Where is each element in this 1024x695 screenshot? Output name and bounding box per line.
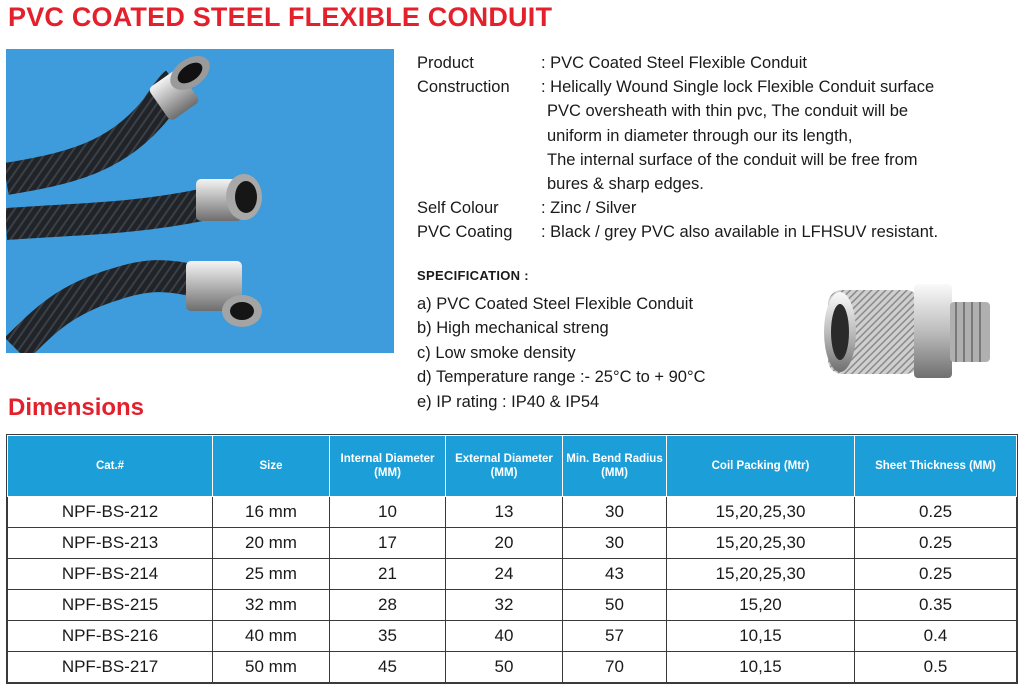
- table-cell: NPF-BS-214: [8, 559, 213, 590]
- table-cell: 20 mm: [213, 528, 330, 559]
- table-cell: 50 mm: [213, 652, 330, 683]
- table-cell: 21: [330, 559, 446, 590]
- table-cell: 57: [563, 621, 667, 652]
- conduit-illustration: [6, 49, 394, 353]
- table-cell: 24: [446, 559, 563, 590]
- column-header: Size: [213, 436, 330, 497]
- table-cell: 50: [563, 590, 667, 621]
- table-cell: 10,15: [667, 621, 855, 652]
- table-cell: 0.25: [855, 528, 1017, 559]
- table-cell: 15,20,25,30: [667, 559, 855, 590]
- product-row: [417, 51, 1017, 75]
- dimensions-table: [7, 435, 1017, 683]
- table-cell: 50: [446, 652, 563, 683]
- table-cell: 70: [563, 652, 667, 683]
- column-header: Internal Diameter (MM): [330, 436, 446, 497]
- table-row: [8, 528, 1017, 559]
- fitting-photo: [818, 272, 998, 390]
- spec-item: b) High mechanical streng: [417, 319, 609, 338]
- table-cell: 16 mm: [213, 497, 330, 528]
- table-cell: NPF-BS-213: [8, 528, 213, 559]
- table-cell: NPF-BS-217: [8, 652, 213, 683]
- table-cell: 32: [446, 590, 563, 621]
- dimensions-title: Dimensions: [8, 394, 145, 421]
- self-colour-value: : Zinc / Silver: [541, 199, 637, 218]
- table-cell: 13: [446, 497, 563, 528]
- table-cell: 32 mm: [213, 590, 330, 621]
- column-header: Min. Bend Radius (MM): [563, 436, 667, 497]
- fitting-illustration: [818, 272, 998, 390]
- table-cell: 10: [330, 497, 446, 528]
- pvc-coating-row: [417, 220, 1017, 244]
- construction-row: [417, 75, 1017, 99]
- table-cell: 15,20: [667, 590, 855, 621]
- table-cell: NPF-BS-215: [8, 590, 213, 621]
- product-label: Product: [417, 54, 474, 72]
- column-header: Sheet Thickness (MM): [855, 436, 1017, 497]
- construction-line: bures & sharp edges.: [547, 175, 704, 194]
- table-cell: 0.35: [855, 590, 1017, 621]
- product-photo: [6, 49, 394, 353]
- column-header: Coil Packing (Mtr): [667, 436, 855, 497]
- table-cell: 10,15: [667, 652, 855, 683]
- table-cell: 30: [563, 497, 667, 528]
- column-header: External Diameter (MM): [446, 436, 563, 497]
- product-value: : PVC Coated Steel Flexible Conduit: [541, 54, 807, 72]
- table-cell: 25 mm: [213, 559, 330, 590]
- table-cell: 30: [563, 528, 667, 559]
- table-cell: 0.25: [855, 497, 1017, 528]
- pvc-coating-value: : Black / grey PVC also available in LFHSUV resistant.: [541, 223, 939, 242]
- table-cell: 0.5: [855, 652, 1017, 683]
- table-cell: 40: [446, 621, 563, 652]
- spec-item: c) Low smoke density: [417, 343, 576, 362]
- table-row: [8, 559, 1017, 590]
- construction-line: : Helically Wound Single lock Flexible Conduit surface: [541, 78, 935, 97]
- table-cell: 20: [446, 528, 563, 559]
- spec-item: e) IP rating : IP40 & IP54: [417, 392, 600, 411]
- table-cell: 17: [330, 528, 446, 559]
- table-cell: 43: [563, 559, 667, 590]
- construction-line: uniform in diameter through our its length,: [547, 126, 853, 145]
- column-header: Cat.#: [8, 436, 213, 497]
- table-cell: NPF-BS-216: [8, 621, 213, 652]
- table-cell: 35: [330, 621, 446, 652]
- table-cell: 45: [330, 652, 446, 683]
- table-cell: 15,20,25,30: [667, 497, 855, 528]
- table-row: [8, 652, 1017, 683]
- table-cell: 40 mm: [213, 621, 330, 652]
- construction-line: PVC oversheath with thin pvc, The conduit will be: [547, 102, 909, 121]
- table-row: [8, 621, 1017, 652]
- table-row: [8, 590, 1017, 621]
- table-cell: 15,20,25,30: [667, 528, 855, 559]
- middle-fitting: [196, 174, 262, 221]
- spec-item: d) Temperature range :- 25°C to + 90°C: [417, 368, 706, 387]
- specification-title: SPECIFICATION :: [417, 268, 529, 283]
- table-cell: 0.25: [855, 559, 1017, 590]
- bottom-fitting: [186, 261, 262, 327]
- self-colour-row: [417, 196, 1017, 220]
- table-cell: 0.4: [855, 621, 1017, 652]
- table-header-row: [8, 436, 1017, 497]
- construction-label: Construction: [417, 78, 510, 97]
- table-cell: 28: [330, 590, 446, 621]
- construction-line: The internal surface of the conduit will be free from: [547, 150, 918, 169]
- self-colour-label: Self Colour: [417, 199, 499, 218]
- table-row: [8, 497, 1017, 528]
- table-cell: NPF-BS-212: [8, 497, 213, 528]
- product-description: [417, 51, 1017, 245]
- page-title: PVC COATED STEEL FLEXIBLE CONDUIT: [8, 2, 553, 32]
- pvc-coating-label: PVC Coating: [417, 223, 513, 242]
- specification-list: [417, 292, 706, 414]
- spec-item: a) PVC Coated Steel Flexible Conduit: [417, 295, 694, 313]
